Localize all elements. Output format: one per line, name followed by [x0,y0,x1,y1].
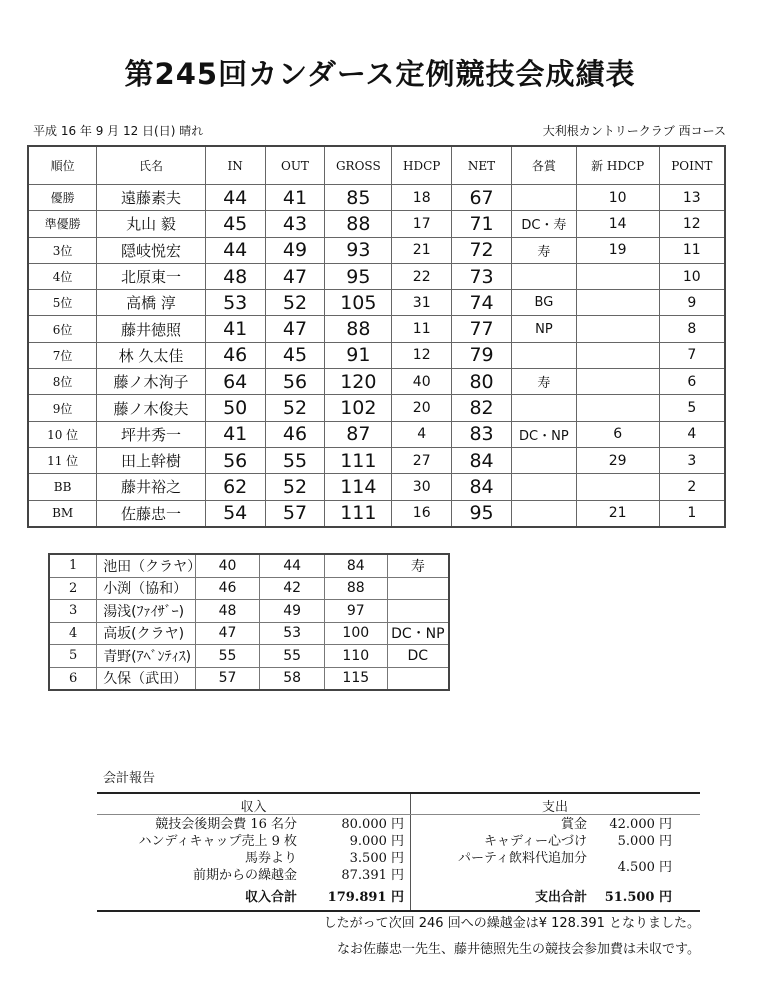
cell-out: 55 [265,447,325,473]
cell-hdcp: 4 [392,421,452,447]
cell-point: 4 [659,421,725,447]
cell-rank: 4位 [28,263,97,289]
cell-awards: BG [511,290,576,316]
cell-in: 57 [195,667,260,690]
cell-in: 41 [205,316,265,342]
cell-in: 46 [195,577,260,600]
cell-net: 84 [452,447,512,473]
income-item: 前期からの繰越金 [192,868,297,883]
cell-in: 48 [195,600,260,623]
header-gross: GROSS [325,146,392,185]
cell-net: 77 [452,316,512,342]
cell-in: 46 [205,342,265,368]
cell-in: 48 [205,263,265,289]
cell-out: 58 [260,667,325,690]
cell-in: 47 [195,622,260,645]
table-row [28,185,725,211]
cell-gross: 93 [325,237,392,263]
cell-hdcp: 31 [392,290,452,316]
cell-rank: BM [28,500,97,527]
header-rank: 順位 [28,146,97,185]
cell-net: 67 [452,185,512,211]
cell-out: 52 [265,395,325,421]
header-in: IN [205,146,265,185]
header-divider [97,814,700,815]
expense-total: 51.500 円 [604,890,672,905]
cell-out: 55 [260,645,325,668]
results-header-row [28,146,725,185]
accounting-table [97,792,700,912]
cell-rank: 5位 [28,290,97,316]
cell-gross: 88 [325,211,392,237]
cell-awards [387,667,449,690]
cell-hdcp: 17 [392,211,452,237]
cell-name: 北原東一 [97,263,206,289]
expense-item: 賞金 [560,817,587,832]
cell-new-hdcp [576,395,659,421]
cell-awards [511,342,576,368]
cell-gross: 102 [325,395,392,421]
cell-name: 坪井秀一 [97,421,206,447]
cell-awards [511,447,576,473]
cell-rank: 9位 [28,395,97,421]
cell-name: 池田（クラヤ） [97,554,195,577]
cell-hdcp: 21 [392,237,452,263]
cell-awards [511,263,576,289]
cell-hdcp: 11 [392,316,452,342]
cell-gross: 110 [324,645,387,668]
cell-awards [511,474,576,500]
header-awards: 各賞 [511,146,576,185]
cell-rank: 8位 [28,369,97,395]
cell-net: 83 [452,421,512,447]
cell-name: 藤ノ木洵子 [97,369,206,395]
cell-net: 95 [452,500,512,527]
cell-name: 青野(ｱﾍﾞﾝﾃｨｽ) [97,645,195,668]
cell-out: 56 [265,369,325,395]
expense-amount: 4.500 円 [617,860,672,875]
cell-net: 74 [452,290,512,316]
cell-name: 遠藤素夫 [97,185,206,211]
cell-name: 林 久太佳 [97,342,206,368]
cell-name: 藤井裕之 [97,474,206,500]
header-net: NET [452,146,512,185]
cell-point: 2 [659,474,725,500]
cell-name: 小渕（協和） [97,577,195,600]
income-amount: 3.500 円 [349,851,404,866]
cell-in: 50 [205,395,265,421]
cell-net: 73 [452,263,512,289]
event-date: 平成 16 年 9 月 12 日(日) 晴れ [33,124,204,138]
results-table [27,145,726,528]
cell-hdcp: 30 [392,474,452,500]
cell-awards: DC・NP [511,421,576,447]
cell-hdcp: 16 [392,500,452,527]
cell-in: 55 [195,645,260,668]
cell-in: 56 [205,447,265,473]
cell-in: 62 [205,474,265,500]
income-amount: 87.391 円 [341,868,404,883]
cell-out: 47 [265,263,325,289]
cell-point: 3 [659,447,725,473]
cell-name: 隠岐悦宏 [97,237,206,263]
guest-row [49,554,449,577]
expense-item: キャディー心づけ [484,834,587,849]
cell-gross: 88 [324,577,387,600]
accounting-label: 会計報告 [103,771,156,786]
cell-point: 9 [659,290,725,316]
cell-point: 10 [659,263,725,289]
header-new-hdcp: 新 HDCP [576,146,659,185]
cell-hdcp: 18 [392,185,452,211]
cell-in: 45 [205,211,265,237]
cell-point: 7 [659,342,725,368]
cell-hdcp: 40 [392,369,452,395]
expense-amount: 5.000 円 [617,834,672,849]
cell-new-hdcp [576,263,659,289]
cell-rank: 3 [49,600,97,623]
venue: 大利根カントリークラブ 西コース [542,124,726,138]
cell-rank: 4 [49,622,97,645]
unpaid-note: なお佐藤忠一先生、藤井徳照先生の競技会参加費は未収です。 [337,942,700,957]
cell-rank: 6 [49,667,97,690]
table-row [28,342,725,368]
income-amount: 9.000 円 [349,834,404,849]
cell-point: 13 [659,185,725,211]
cell-hdcp: 27 [392,447,452,473]
cell-in: 44 [205,185,265,211]
cell-gross: 97 [324,600,387,623]
cell-out: 46 [265,421,325,447]
cell-awards [511,500,576,527]
cell-gross: 88 [325,316,392,342]
cell-gross: 111 [325,447,392,473]
header-name: 氏名 [97,146,206,185]
page-title: 第245回カンダース定例競技会成績表 [124,57,636,91]
cell-out: 52 [265,290,325,316]
cell-net: 71 [452,211,512,237]
cell-hdcp: 12 [392,342,452,368]
cell-hdcp: 20 [392,395,452,421]
cell-new-hdcp [576,474,659,500]
cell-rank: BB [28,474,97,500]
cell-gross: 100 [324,622,387,645]
cell-out: 44 [260,554,325,577]
cell-gross: 84 [324,554,387,577]
cell-name: 丸山 毅 [97,211,206,237]
cell-new-hdcp: 14 [576,211,659,237]
cell-gross: 87 [325,421,392,447]
cell-rank: 7位 [28,342,97,368]
cell-rank: 1 [49,554,97,577]
cell-name: 高橋 淳 [97,290,206,316]
cell-rank: 2 [49,577,97,600]
cell-in: 54 [205,500,265,527]
cell-new-hdcp [576,316,659,342]
cell-point: 6 [659,369,725,395]
cell-out: 52 [265,474,325,500]
cell-rank: 優勝 [28,185,97,211]
cell-awards: 寿 [511,237,576,263]
cell-hdcp: 22 [392,263,452,289]
cell-new-hdcp: 21 [576,500,659,527]
cell-out: 47 [265,316,325,342]
income-total: 179.891 円 [327,890,404,905]
table-row [28,316,725,342]
cell-gross: 85 [325,185,392,211]
income-header: 収入 [240,800,267,815]
cell-name: 湯浅(ﾌｧｲｻﾞｰ) [97,600,195,623]
cell-awards: DC・寿 [511,211,576,237]
expense-header: 支出 [541,800,568,815]
cell-awards: NP [511,316,576,342]
table-row [28,500,725,527]
cell-in: 44 [205,237,265,263]
income-item: 馬券より [244,851,297,866]
table-row [28,237,725,263]
cell-out: 57 [265,500,325,527]
expense-total-label: 支出合計 [534,890,587,905]
table-row [28,290,725,316]
cell-new-hdcp: 6 [576,421,659,447]
cell-net: 72 [452,237,512,263]
cell-awards: 寿 [387,554,449,577]
cell-new-hdcp [576,342,659,368]
cell-new-hdcp [576,290,659,316]
cell-gross: 111 [325,500,392,527]
cell-gross: 105 [325,290,392,316]
cell-awards [511,395,576,421]
cell-point: 8 [659,316,725,342]
cell-rank: 5 [49,645,97,668]
guest-row [49,667,449,690]
cell-net: 79 [452,342,512,368]
guest-row [49,622,449,645]
table-row [28,474,725,500]
header-hdcp: HDCP [392,146,452,185]
cell-awards [511,185,576,211]
cell-rank: 10 位 [28,421,97,447]
cell-out: 45 [265,342,325,368]
cell-rank: 6位 [28,316,97,342]
income-item: ハンディキャップ売上 9 枚 [138,834,297,849]
table-row [28,421,725,447]
cell-in: 53 [205,290,265,316]
cell-in: 41 [205,421,265,447]
cell-out: 53 [260,622,325,645]
cell-in: 40 [195,554,260,577]
cell-out: 43 [265,211,325,237]
cell-point: 12 [659,211,725,237]
cell-name: 久保（武田） [97,667,195,690]
cell-awards: DC [387,645,449,668]
cell-name: 佐藤忠一 [97,500,206,527]
cell-new-hdcp: 19 [576,237,659,263]
guest-row [49,645,449,668]
expense-item: パーティ飲料代追加分 [458,851,587,866]
carryover-note: したがって次回 246 回への繰越金は¥ 128.391 となりました。 [323,916,700,931]
income-amount: 80.000 円 [341,817,404,832]
table-row [28,263,725,289]
cell-gross: 114 [325,474,392,500]
table-row [28,395,725,421]
cell-awards: DC・NP [387,622,449,645]
cell-out: 42 [260,577,325,600]
cell-new-hdcp: 29 [576,447,659,473]
cell-point: 11 [659,237,725,263]
cell-rank: 準優勝 [28,211,97,237]
cell-name: 藤ノ木俊夫 [97,395,206,421]
cell-out: 49 [265,237,325,263]
cell-gross: 91 [325,342,392,368]
cell-in: 64 [205,369,265,395]
cell-point: 1 [659,500,725,527]
cell-rank: 3位 [28,237,97,263]
guest-row [49,577,449,600]
table-row [28,369,725,395]
cell-name: 田上幹樹 [97,447,206,473]
cell-awards: 寿 [511,369,576,395]
cell-net: 84 [452,474,512,500]
cell-awards [387,577,449,600]
table-row [28,211,725,237]
cell-name: 藤井徳照 [97,316,206,342]
cell-name: 高坂(クラヤ) [97,622,195,645]
cell-net: 82 [452,395,512,421]
cell-new-hdcp: 10 [576,185,659,211]
cell-gross: 120 [325,369,392,395]
header-point: POINT [659,146,725,185]
table-row [28,447,725,473]
cell-point: 5 [659,395,725,421]
cell-out: 49 [260,600,325,623]
expense-amount: 42.000 円 [609,817,672,832]
cell-awards [387,600,449,623]
cell-rank: 11 位 [28,447,97,473]
income-total-label: 収入合計 [244,890,297,905]
income-item: 競技会後期会費 16 名分 [155,817,297,832]
cell-gross: 115 [324,667,387,690]
cell-gross: 95 [325,263,392,289]
guest-results-table [48,553,450,691]
cell-net: 80 [452,369,512,395]
header-out: OUT [265,146,325,185]
cell-new-hdcp [576,369,659,395]
cell-out: 41 [265,185,325,211]
guest-row [49,600,449,623]
